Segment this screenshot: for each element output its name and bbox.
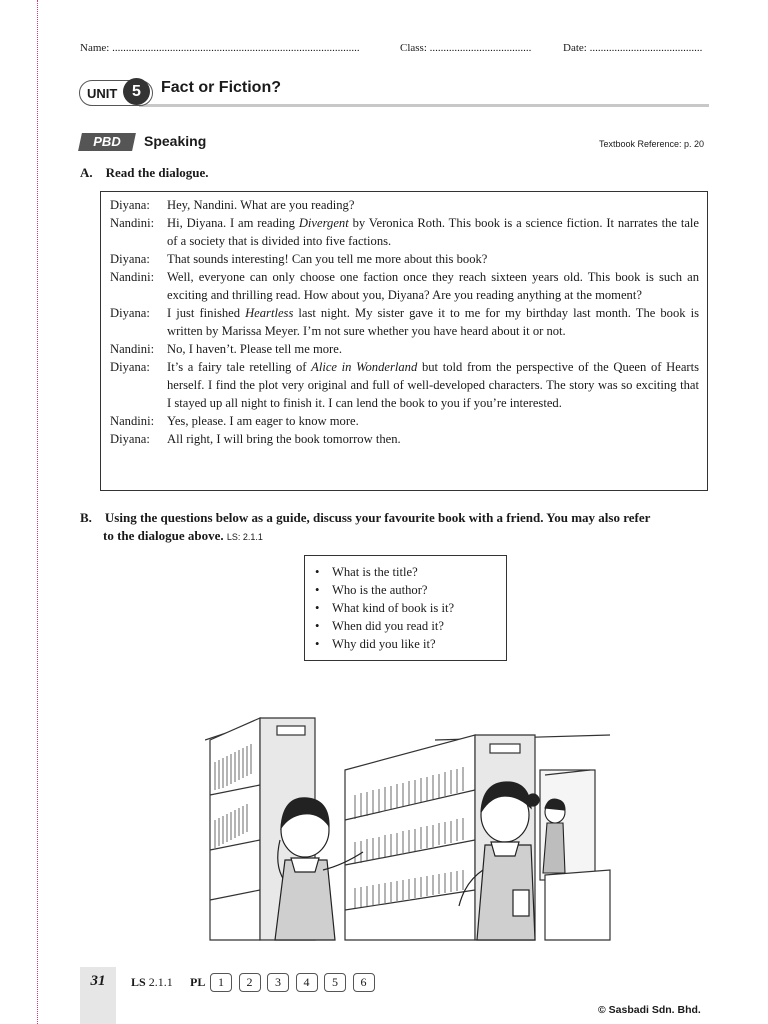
unit-heading (79, 78, 709, 108)
pl-level-box[interactable]: 3 (267, 973, 289, 992)
dialogue-line (110, 340, 699, 358)
dialogue-utterance: Yes, please. I am eager to know more. (167, 414, 359, 428)
dialogue-utterance: All right, I will bring the book tomorrow then. (167, 432, 401, 446)
dialogue-utterance: Hey, Nandini. What are you reading? (167, 198, 355, 212)
class-field[interactable]: Class: ..................................... (400, 42, 532, 54)
book-title: Divergent (298, 216, 349, 230)
textbook-reference: Textbook Reference: p. 20 (599, 139, 705, 149)
dialogue-speaker: Diyana: (110, 432, 150, 446)
student-info-header (80, 42, 710, 54)
dialogue-line (110, 358, 699, 412)
section-title: Speaking (144, 133, 207, 149)
name-field[interactable]: Name: .......................................................................................... (80, 42, 360, 54)
standard-ref: LS: 2.1.1 (226, 532, 263, 542)
part-b-line2: to the dialogue above. LS: 2.1.1 (103, 528, 263, 543)
learning-standard: LS 2.1.1 (131, 975, 173, 989)
dialogue-box (100, 191, 708, 491)
guide-questions-list (315, 563, 506, 653)
dialogue-utterance: Hi, Diyana. I am reading Divergent by Veronica Roth. This book is a science fiction. It narrates the tale of a society that is divided into five factions. (167, 216, 699, 248)
dialogue-utterance: Well, everyone can only choose one faction once they reach sixteen years old. This book is such an exciting and thrilling read. How about you, Diyana? Are you reading anything at the moment? (167, 270, 699, 302)
unit-title: Fact or Fiction? (161, 79, 281, 96)
margin-dotted-line (37, 0, 38, 1024)
copyright: © Sasbadi Sdn. Bhd. (598, 1004, 701, 1016)
dialogue-speaker: Diyana: (110, 198, 150, 212)
book-title: Alice in Wonderland (311, 360, 418, 374)
book-title: Heartless (245, 306, 294, 320)
guide-question: • Why did you like it? (315, 635, 506, 653)
dialogue-line (110, 250, 699, 268)
guide-question: • Who is the author? (315, 581, 506, 599)
part-b-line1: B. Using the questions below as a guide, discuss your favourite book with a friend. You may also refer (80, 510, 651, 525)
unit-number: 5 (123, 78, 150, 105)
guide-question: • What is the title? (315, 563, 506, 581)
dialogue-utterance: It’s a fairy tale retelling of Alice in Wonderland but told from the perspective of the Queen of Hearts herself. I find the plot very original and full of well-developed characters. The story was so exciting that I stayed up all night to finish it. I can lend the book to you if you’re interested. (167, 360, 699, 410)
dialogue-speaker: Diyana: (110, 306, 150, 320)
pl-level-box[interactable]: 6 (353, 973, 375, 992)
dialogue-line (110, 412, 699, 430)
guide-question: • What kind of book is it? (315, 599, 506, 617)
date-field[interactable]: Date: ......................................... (563, 42, 703, 54)
dialogue-speaker: Diyana: (110, 360, 150, 374)
dialogue-line (110, 304, 699, 340)
pl-label: PL (190, 975, 206, 989)
dialogue-utterance: I just finished Heartless last night. My sister gave it to me for my birthday last month. The book is written by Marissa Meyer. I’m not sure whether you have heard about it or not. (167, 306, 699, 338)
unit-label: UNIT (87, 86, 118, 101)
pl-level-box[interactable]: 4 (296, 973, 318, 992)
part-a-instruction: A. Read the dialogue. (80, 165, 209, 180)
dialogue-utterance: No, I haven’t. Please tell me more. (167, 342, 342, 356)
page-number: 31 (90, 973, 106, 989)
dialogue-line (110, 430, 699, 448)
dialogue-line (110, 196, 699, 214)
guide-questions-box (304, 555, 507, 661)
dialogue-line (110, 268, 699, 304)
dialogue-speaker: Nandini: (110, 216, 155, 230)
library-illustration (205, 700, 615, 945)
pl-level-box[interactable]: 5 (324, 973, 346, 992)
dialogue-speaker: Nandini: (110, 414, 155, 428)
dialogue-speaker: Nandini: (110, 342, 155, 356)
dialogue-line (110, 214, 699, 250)
dialogue-speaker: Nandini: (110, 270, 155, 284)
pl-level-box[interactable]: 1 (210, 973, 232, 992)
pl-level-box[interactable]: 2 (239, 973, 261, 992)
unit-rule (139, 104, 709, 107)
guide-question: • When did you read it? (315, 617, 506, 635)
part-b-instruction (80, 509, 710, 546)
pbd-badge: PBD (78, 133, 136, 151)
dialogue-speaker: Diyana: (110, 252, 150, 266)
dialogue-utterance: That sounds interesting! Can you tell me more about this book? (167, 252, 488, 266)
